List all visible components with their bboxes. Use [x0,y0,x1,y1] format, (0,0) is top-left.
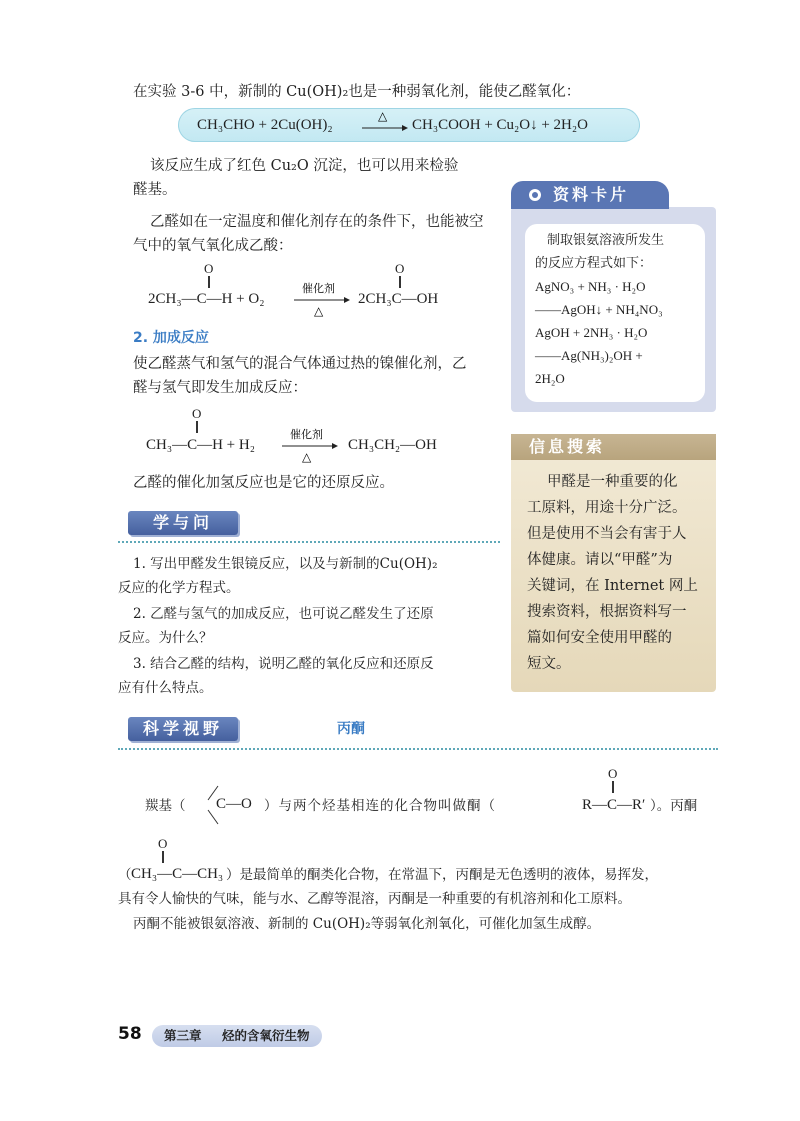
kexue-line1-c: ）。丙酮 [650,798,698,814]
xinxi-line-7: 篇如何安全使用甲醛的 [527,630,672,646]
chapter-label: 第三章 [164,1028,202,1043]
heat-symbol-3: △ [302,450,312,464]
eq3-rhs: CH₃CH₂—OH [348,437,437,453]
eq2-double-bond-2 [399,276,402,288]
acetone-double-bond [162,851,165,863]
reaction-arrow-3 [278,426,340,466]
ziliao-line-6: ——Ag(NH₃)₂OH + [535,348,643,363]
ketone-formula: R—C—R′ [582,797,646,813]
xinxi-line-3: 但是使用不当会有害于人 [527,526,687,542]
heat-symbol-2: △ [314,304,324,318]
xuewen-q2-line2: 反应。为什么？ [118,630,213,646]
para3-line1: 使乙醛蒸气和氢气的混合气体通过热的镍催化剂，乙 [133,356,467,372]
para4: 乙醛的催化加氢反应也是它的还原反应。 [133,475,394,491]
xinxi-line-6: 搜索资料，根据资料写一 [527,604,687,620]
reaction-arrow-2 [290,280,352,320]
ziliao-tab [511,181,669,209]
intro-text: 在实验 3-6 中，新制的 Cu(OH)₂也是一种弱氧化剂，能使乙醛氧化： [133,84,581,100]
eq2-rhs: 2CH₃C—OH [358,291,439,307]
kexue-title: 丙酮 [337,721,365,737]
reaction-arrow-1 [360,108,408,138]
bullet-icon [529,189,541,201]
carbonyl-group: C—O [216,796,252,812]
chapter-title: 烃的含氧衍生物 [222,1028,310,1043]
ketone-double-bond [612,781,615,793]
ziliao-line-3: AgNO₃ + NH₃ · H₂O [535,279,646,294]
page-number: 58 [118,1024,142,1044]
xuewen-q1-line2: 反应的化学方程式。 [118,580,240,596]
kexue-banner: 科学视野 [128,717,238,741]
eq2-lhs: 2CH₃—C—H + O₂ [148,291,265,307]
xinxi-line-8: 短文。 [527,656,571,672]
kexue-line1-b: ）与两个烃基相连的化合物叫做酮（ [264,798,496,814]
ziliao-line-7: 2H₂O [535,371,565,386]
xinxi-line-1: 甲醛是一种重要的化 [547,474,678,490]
equation-1-rhs: CH₃COOH + Cu₂O↓ + 2H₂O [412,117,588,133]
heat-symbol-1: △ [378,109,388,123]
para2-line2: 气中的氧气氧化成乙酸： [133,238,293,254]
kexue-line4: 丙酮不能被银氨溶液、新制的 Cu(OH)₂等弱氧化剂氧化，可催化加氢生成醇。 [133,916,601,932]
xinxi-line-4: 体健康。请以“甲醛”为 [527,552,673,568]
ziliao-line-5: AgOH + 2NH₃ · H₂O [535,325,648,340]
xuewen-q3-line1: 3. 结合乙醛的结构，说明乙醛的氧化反应和还原反 [133,656,434,672]
xuewen-q1-line1: 1. 写出甲醛发生银镜反应，以及与新制的Cu(OH)₂ [133,556,438,572]
equation-1-lhs: CH₃CHO + 2Cu(OH)₂ [197,117,333,133]
ketone-oxygen: O [608,766,618,781]
kexue-divider [118,748,718,750]
kexue-line1-a: 羰基（ [145,798,186,814]
kexue-line3: 具有令人愉快的气味，能与水、乙醇等混溶，丙酮是一种重要的有机溶剂和化工原料。 [118,891,631,907]
eq2-oxygen-top-1: O [204,261,214,276]
chapter-pill [152,1025,322,1047]
eq3-lhs: CH₃—C—H + H₂ [146,437,255,453]
kexue-line2-a: （ [118,867,132,883]
xinxi-line-2: 工原料，用途十分广泛。 [527,500,687,516]
xuewen-q3-line2: 应有什么特点。 [118,680,213,696]
xinxi-tab [511,434,716,460]
acetone-formula: CH₃—C—CH₃ [131,866,224,882]
eq3-double-bond [196,421,199,433]
para1-line1: 该反应生成了红色 Cu₂O 沉淀，也可以用来检验 [150,158,459,174]
eq2-oxygen-top-2: O [395,261,405,276]
kexue-line2-b: ）是最简单的酮类化合物，在常温下，丙酮是无色透明的液体，易挥发， [226,867,658,883]
ziliao-line-1: 制取银氨溶液所发生 [547,233,665,248]
para3-line2: 醛与氢气即发生加成反应： [133,380,307,396]
para2-line1: 乙醛如在一定温度和催化剂存在的条件下，也能被空 [150,214,484,230]
eq2-double-bond-1 [208,276,211,288]
ziliao-title: 资料卡片 [553,185,630,204]
acetone-oxygen: O [158,836,168,851]
xinxi-title: 信息搜索 [529,437,606,456]
para1-line2: 醛基。 [133,182,177,198]
xuewen-banner: 学与问 [128,511,238,535]
ziliao-line-4: ——AgOH↓ + NH₄NO₃ [535,302,663,317]
catalyst-label-3: 催化剂 [290,429,323,441]
eq3-oxygen-top: O [192,406,202,421]
xuewen-q2-line1: 2. 乙醛与氢气的加成反应，也可说乙醛发生了还原 [133,606,434,622]
xinxi-line-5: 关键词，在 Internet 网上 [527,578,698,594]
section-2-title: 2. 加成反应 [133,330,209,346]
xuewen-divider [118,541,500,543]
catalyst-label-2: 催化剂 [302,283,335,295]
ziliao-line-2: 的反应方程式如下： [535,256,653,271]
